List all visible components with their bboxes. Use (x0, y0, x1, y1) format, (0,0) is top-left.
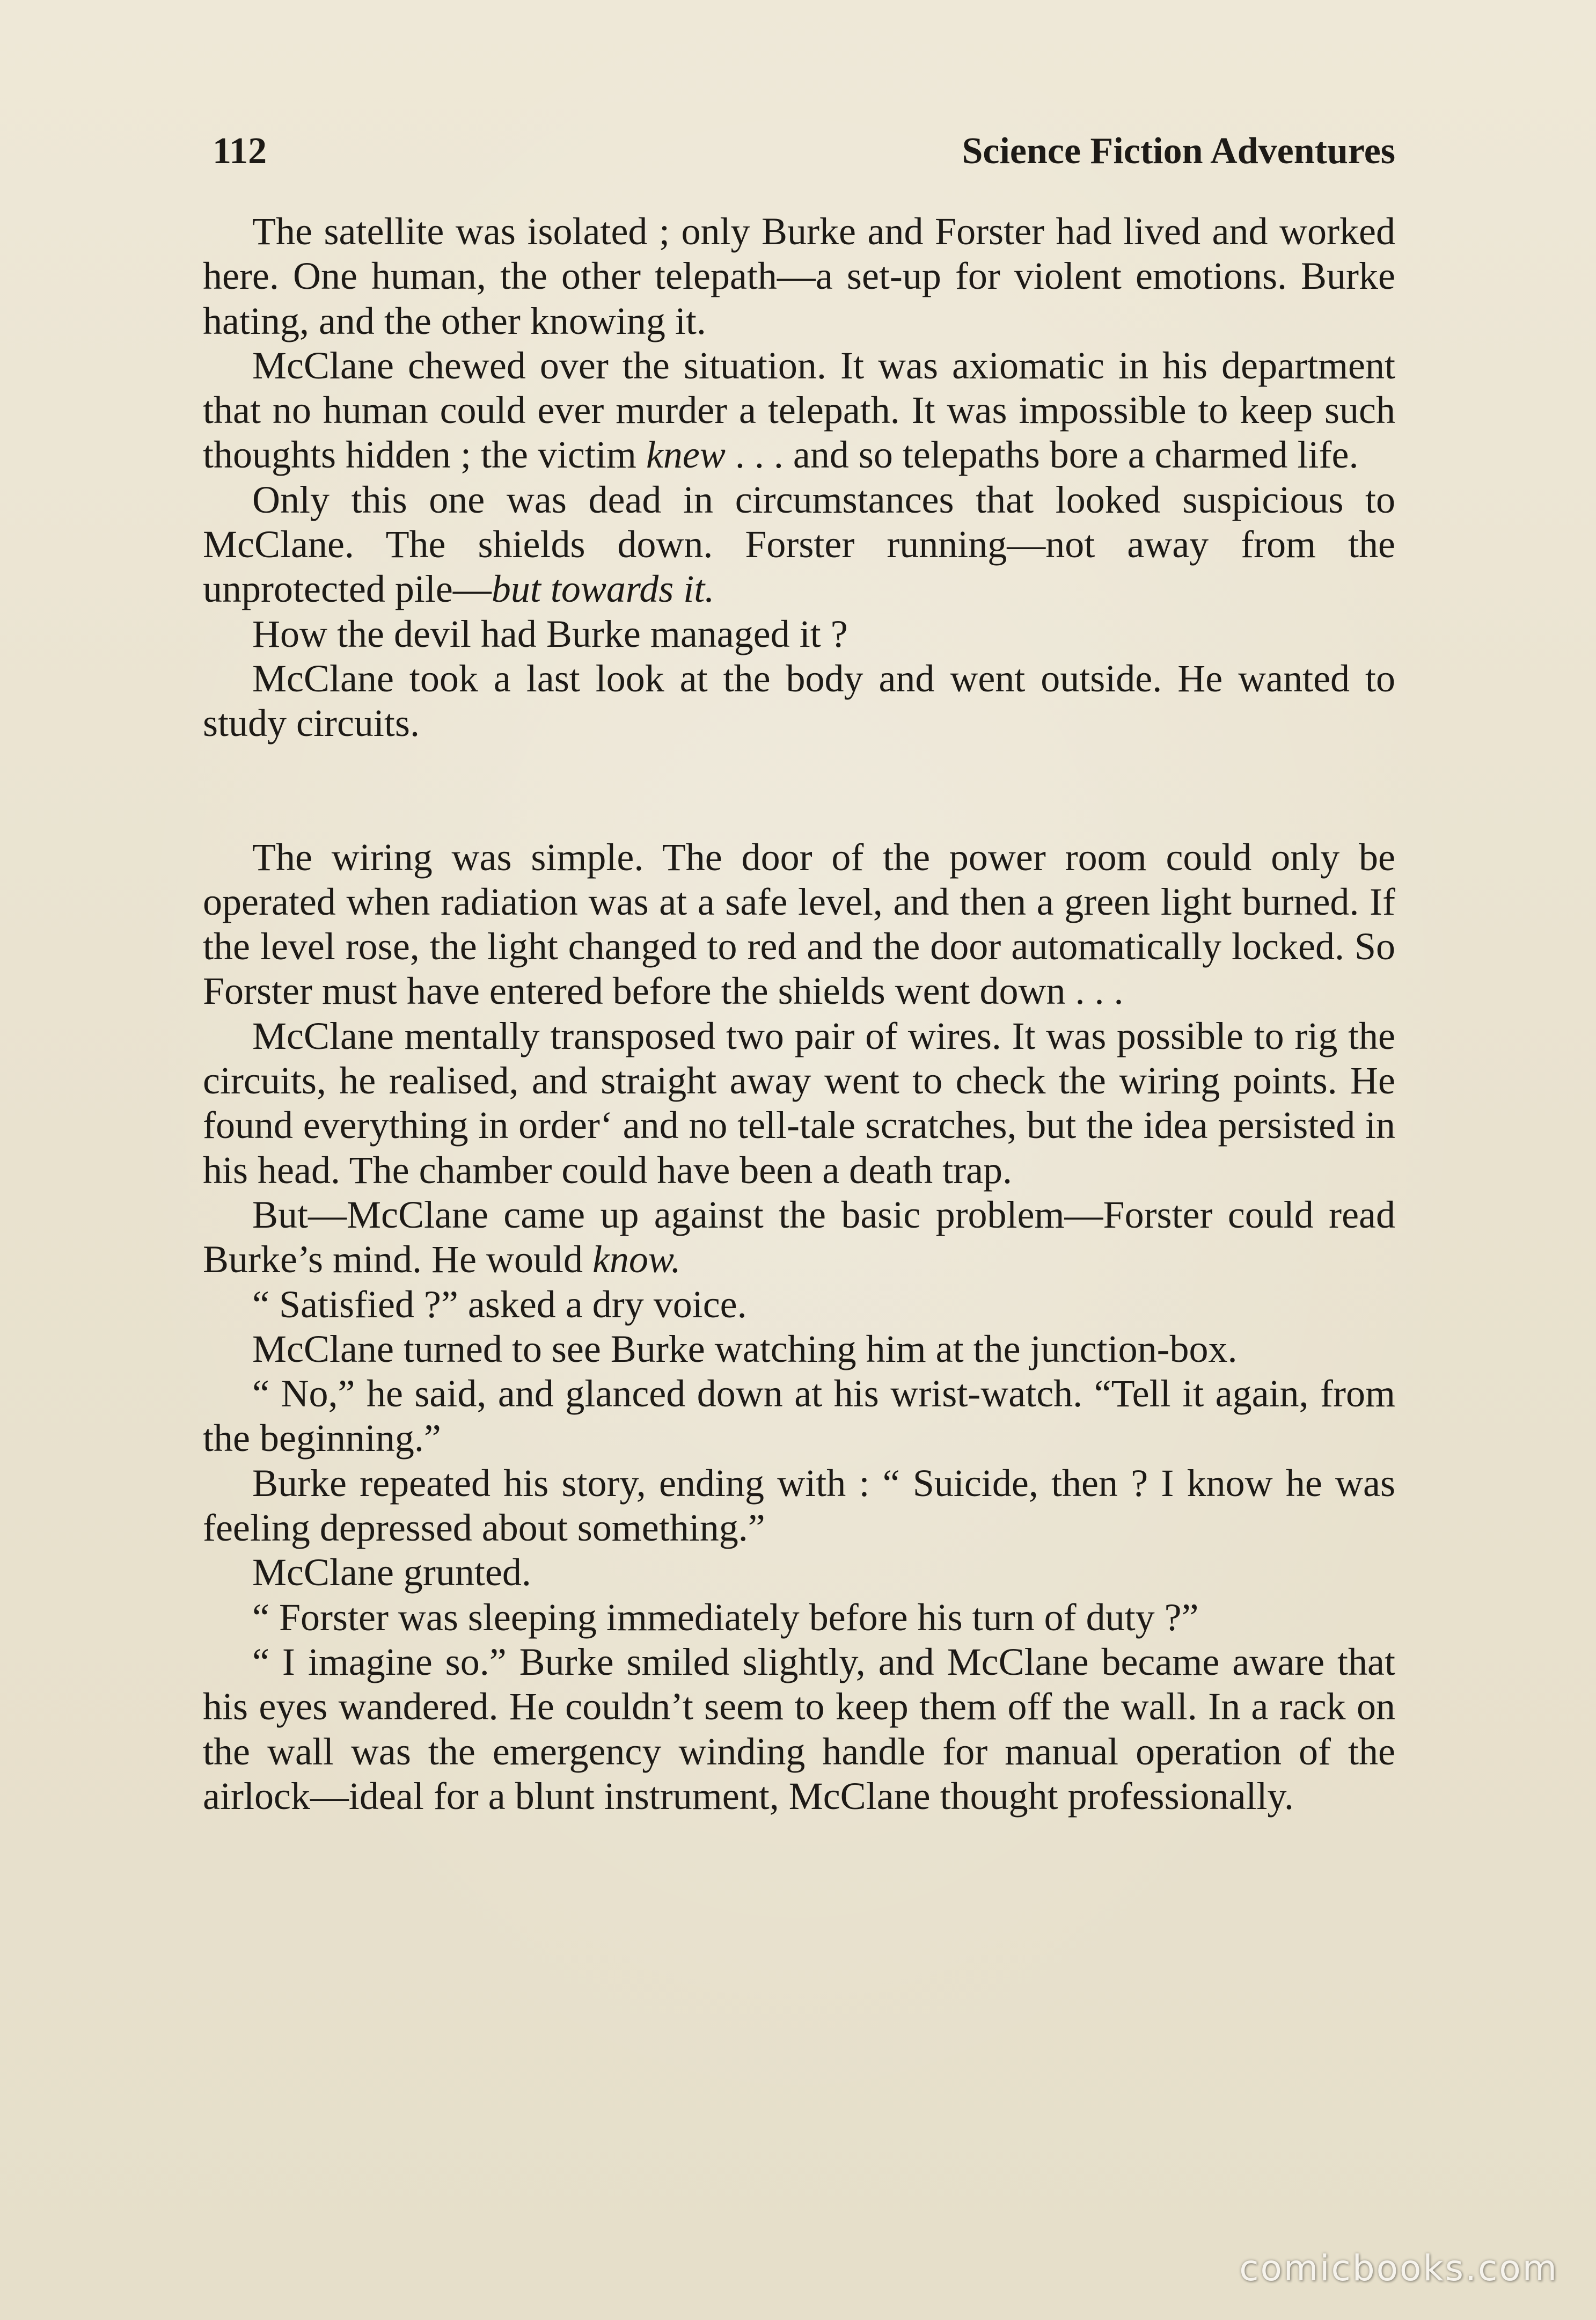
emphasis: know. (592, 1238, 681, 1281)
paragraph: “ Forster was sleeping immediately before his turn of duty ?” (252, 1595, 1199, 1639)
paragraph: But—McClane came up against the basic problem—Forster could read Burke’s mind. He would know. (203, 1193, 1395, 1281)
story-body (203, 209, 1395, 1819)
paragraph: “ No,” he said, and glanced down at his wrist-watch. “Tell it again, from the beginning.” (203, 1372, 1395, 1460)
paragraph: McClane mentally transposed two pair of wires. It was possible to rig the circuits, he realised, and straight away went to check the wiring points. He found everything in order‘ and no tell-tale scratches, but the idea persisted in his head. The chamber could have been a death trap. (203, 1014, 1395, 1192)
paragraph: “ Satisfied ?” asked a dry voice. (252, 1282, 747, 1326)
paragraph: Burke repeated his story, ending with : “ Suicide, then ? I know he was feeling depressed about something.” (203, 1461, 1395, 1550)
paragraph: The wiring was simple. The door of the power room could only be operated when radiation was at a safe level, and then a green light burned. If the level rose, the light changed to red and the door automatically locked. So Forster must have entered before the shields went down . . . (203, 835, 1395, 1013)
watermark-logo: comicbooks.com (1239, 2248, 1558, 2289)
paragraph: McClane turned to see Burke watching him at the junction-box. (252, 1327, 1238, 1370)
paragraph: Only this one was dead in circumstances that looked suspicious to McClane. The shields down. Forster running—not away from the unprotected pile—but towards it. (203, 478, 1395, 611)
paragraph: The satellite was isolated ; only Burke and Forster had lived and worked here. One human, the other telepath—a set-up for violent emotions. Burke hating, and the other knowing it. (203, 210, 1395, 342)
paragraph: McClane chewed over the situation. It was axiomatic in his department that no human could ever murder a telepath. It was impossible to keep such thoughts hidden ; the victim knew . . . and so telepaths bore a charmed life. (203, 344, 1395, 477)
page-header (213, 125, 1395, 178)
paragraph: How the devil had Burke managed it ? (252, 612, 848, 655)
emphasis: knew (646, 433, 726, 477)
paragraph: “ I imagine so.” Burke smiled slightly, and McClane became aware that his eyes wandered. He couldn’t seem to keep them off the wall. In a rack on the wall was the emergency winding handle for manual operation of the airlock—ideal for a blunt instrument, McClane thought professionally. (203, 1640, 1395, 1818)
emphasis: but towards it. (491, 567, 715, 611)
running-title: Science Fiction Adventures (962, 130, 1395, 172)
section-break (203, 746, 1395, 835)
paragraph: McClane took a last look at the body and went outside. He wanted to study circuits. (203, 656, 1395, 745)
page-number: 112 (213, 130, 267, 172)
paragraph: McClane grunted. (252, 1551, 531, 1594)
